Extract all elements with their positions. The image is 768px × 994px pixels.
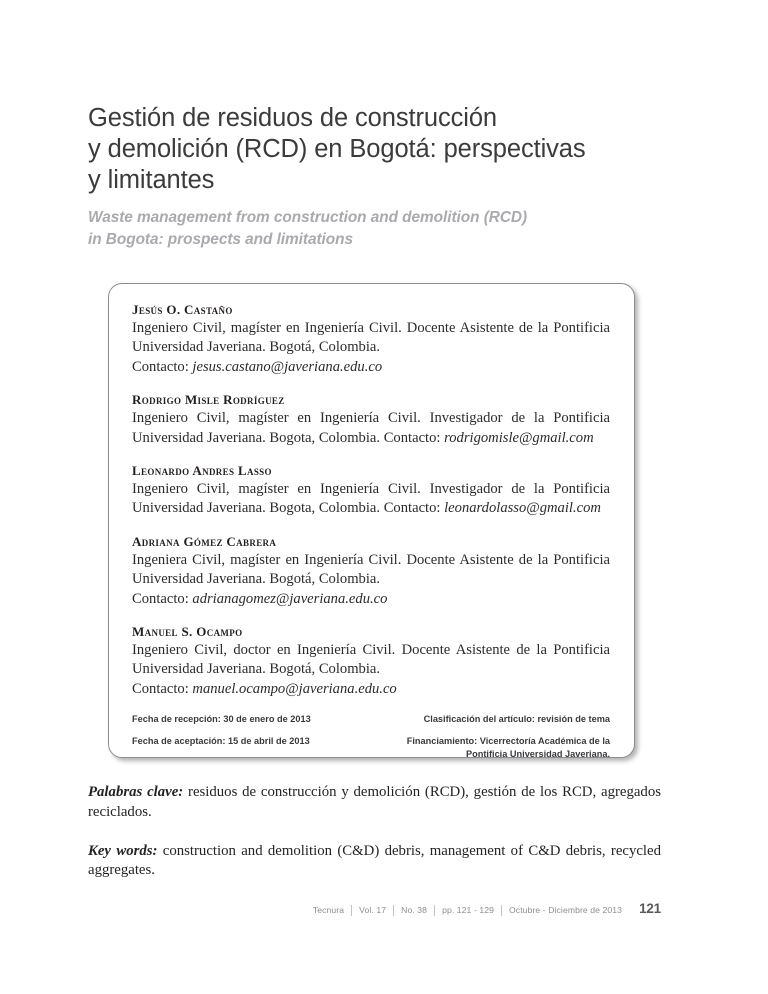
footer-citation	[306, 905, 629, 916]
author-name: Rodrigo Misle Rodríguez	[132, 392, 285, 408]
keywords-english-separator: :	[152, 842, 163, 859]
author-affiliation	[132, 480, 610, 519]
author-name: Adriana Gómez Cabrera	[132, 533, 277, 549]
author-affiliation	[132, 551, 610, 609]
page-number: 121	[639, 901, 661, 916]
keywords-section	[88, 783, 661, 881]
reception-date: Fecha de recepción: 30 de enero de 2013	[132, 714, 311, 725]
author-name: Manuel S. Ocampo	[132, 624, 243, 640]
article-classification: Clasificación del artículo: revisión de tema	[423, 714, 610, 725]
author-entry	[132, 301, 610, 377]
author-description: Ingeniera Civil, magíster en Ingeniería Civil. Docente Asistente de la Pontificia Universidad Javeriana. Bogotá, Colombia.	[132, 551, 610, 588]
author-entry	[132, 533, 610, 609]
author-affiliation	[132, 319, 610, 377]
funding-line-1: Financiamiento: Vicerrectoría Académica de la	[406, 736, 610, 747]
keywords-spanish-separator: :	[178, 784, 189, 800]
footer-number: No. 38	[401, 905, 428, 915]
author-entry	[132, 462, 610, 519]
keywords-english	[88, 842, 661, 882]
title-line-2: y demolición (RCD) en Bogotá: perspectivas	[88, 135, 586, 163]
author-entry	[132, 623, 610, 699]
author-name: Jesús O. Castaño	[132, 302, 233, 317]
author-email[interactable]: adrianagomez@javeriana.edu.co	[192, 590, 388, 607]
author-email[interactable]: manuel.ocampo@javeriana.edu.co	[192, 680, 397, 697]
author-email[interactable]: jesus.castano@javeriana.edu.co	[192, 358, 383, 375]
contact-label: Contacto:	[383, 500, 441, 517]
authors-box	[108, 283, 635, 758]
footer-volume: Vol. 17	[359, 905, 387, 915]
keywords-english-label: Key words	[88, 842, 153, 859]
contact-label: Contacto:	[132, 680, 189, 697]
subtitle-line-1: Waste management from construction and demolition (RCD)	[88, 209, 528, 226]
keywords-spanish-label: Palabras clave	[88, 784, 179, 800]
funding-line-2: Pontificia Universidad Javeriana.	[466, 749, 610, 760]
title-line-1: Gestión de residuos de construcción	[88, 104, 497, 132]
footer-journal: Tecnura	[312, 905, 345, 915]
author-name: Leonardo Andres Lasso	[132, 463, 272, 479]
author-affiliation	[132, 409, 610, 448]
author-email[interactable]: rodrigomisle@gmail.com	[444, 429, 594, 446]
keywords-english-text: construction and demolition (C&D) debris, management of C&D debris, recycled aggregates.	[88, 842, 661, 879]
author-affiliation	[132, 641, 610, 699]
title-block	[88, 103, 648, 250]
author-email[interactable]: leonardolasso@gmail.com	[444, 500, 601, 517]
author-description: Ingeniero Civil, magíster en Ingeniería Civil. Investigador de la Pontificia Universidad Javeriana. Bogota, Colombia.	[132, 481, 610, 517]
article-metadata	[132, 713, 610, 761]
keywords-spanish-text: residuos de construcción y demolición (RCD), gestión de los RCD, agregados reciclados.	[88, 784, 661, 820]
footer-issue-date: Octubre - Diciembre de 2013	[509, 905, 623, 915]
author-entry	[132, 391, 610, 448]
keywords-spanish	[88, 783, 661, 823]
footer-pages: pp. 121 - 129	[442, 905, 495, 915]
metadata-row-reception	[132, 713, 610, 726]
funding-note	[407, 735, 610, 761]
metadata-row-acceptance	[132, 735, 610, 761]
page-subtitle	[88, 207, 648, 250]
contact-label: Contacto:	[132, 358, 189, 375]
contact-label: Contacto:	[383, 429, 441, 446]
contact-label: Contacto:	[132, 590, 189, 607]
acceptance-date: Fecha de aceptación: 15 de abril de 2013	[132, 736, 310, 747]
author-description: Ingeniero Civil, magíster en Ingeniería Civil. Investigador de la Pontificia Universidad Javeriana. Bogota, Colombia.	[132, 410, 610, 446]
author-description: Ingeniero Civil, magíster en Ingeniería Civil. Docente Asistente de la Pontificia Universidad Javeriana. Bogotá, Colombia.	[132, 320, 610, 356]
title-line-3: y limitantes	[88, 166, 215, 194]
author-description: Ingeniero Civil, doctor en Ingeniería Civil. Docente Asistente de la Pontificia Universidad Javeriana. Bogotá, Colombia.	[132, 642, 610, 678]
page-footer	[0, 901, 661, 916]
page-title	[88, 103, 648, 196]
subtitle-line-2: in Bogota: prospects and limitations	[88, 230, 353, 248]
